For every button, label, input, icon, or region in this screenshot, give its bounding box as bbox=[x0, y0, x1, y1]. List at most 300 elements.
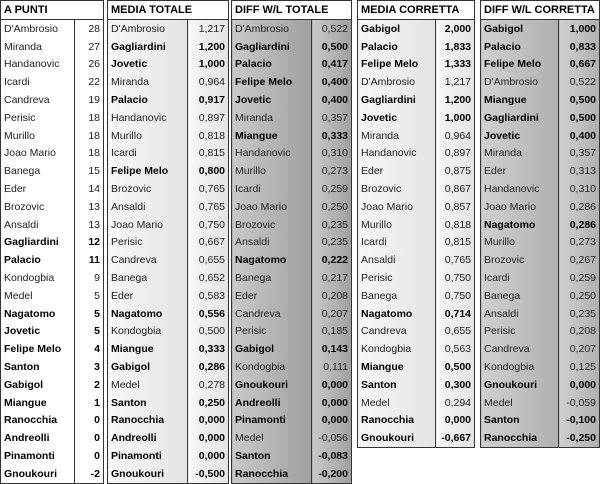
player-name: Gabigol bbox=[481, 20, 559, 38]
table-row bbox=[1, 323, 104, 341]
player-value: 1,333 bbox=[436, 56, 475, 74]
player-name: D'Ambrosio bbox=[232, 20, 312, 38]
player-name: Jovetic bbox=[358, 109, 436, 127]
player-value: -2 bbox=[75, 465, 104, 483]
player-name: Gnoukouri bbox=[108, 465, 188, 483]
table-row bbox=[232, 376, 352, 394]
player-name: Ranocchia bbox=[232, 465, 312, 483]
player-value: 1,200 bbox=[436, 91, 475, 109]
player-name: Pinamonti bbox=[1, 447, 75, 465]
player-name: Gnoukouri bbox=[481, 376, 559, 394]
player-name: Icardi bbox=[358, 234, 436, 252]
table-row bbox=[1, 73, 104, 91]
player-name: Handanovic bbox=[108, 109, 188, 127]
table-row bbox=[108, 394, 229, 412]
player-name: Miangue bbox=[232, 127, 312, 145]
player-name: Ansaldi bbox=[108, 198, 188, 216]
player-name: Joao Mario bbox=[358, 198, 436, 216]
player-value: 0,765 bbox=[188, 198, 229, 216]
player-name: Handanovic bbox=[1, 56, 75, 74]
player-name: Felipe Melo bbox=[1, 340, 75, 358]
player-name: Nagatomo bbox=[1, 305, 75, 323]
player-name: Handanovic bbox=[358, 145, 436, 163]
player-name: Andreolli bbox=[1, 429, 75, 447]
player-name: Andreolli bbox=[108, 429, 188, 447]
player-value: 19 bbox=[75, 91, 104, 109]
player-value: 0,273 bbox=[312, 162, 352, 180]
player-value: 0,310 bbox=[312, 145, 352, 163]
player-value: 0,875 bbox=[436, 162, 475, 180]
player-value: 0,833 bbox=[559, 38, 600, 56]
player-name: Handanovic bbox=[232, 145, 312, 163]
player-value: 0,765 bbox=[188, 180, 229, 198]
table-row bbox=[1, 287, 104, 305]
table-row bbox=[108, 109, 229, 127]
table-row bbox=[481, 234, 600, 252]
player-name: Gagliardini bbox=[1, 234, 75, 252]
player-name: Icardi bbox=[108, 145, 188, 163]
table-row bbox=[358, 180, 475, 198]
table-row bbox=[358, 376, 475, 394]
player-value: 0,765 bbox=[436, 251, 475, 269]
player-value: 0,313 bbox=[559, 162, 600, 180]
table-row bbox=[358, 56, 475, 74]
player-value: 0,222 bbox=[312, 251, 352, 269]
player-name: Banega bbox=[358, 287, 436, 305]
player-value: 0,417 bbox=[312, 56, 352, 74]
table-row bbox=[1, 127, 104, 145]
player-value: -0,083 bbox=[312, 447, 352, 465]
player-name: Icardi bbox=[481, 269, 559, 287]
table-row bbox=[358, 269, 475, 287]
player-value: 2,000 bbox=[436, 20, 475, 38]
player-name: Ranocchia bbox=[358, 412, 436, 430]
player-name: Candreva bbox=[232, 305, 312, 323]
table-row bbox=[1, 91, 104, 109]
player-value: 11 bbox=[75, 251, 104, 269]
player-value: 0,500 bbox=[559, 91, 600, 109]
table-row bbox=[232, 127, 352, 145]
player-name: Gabigol bbox=[358, 20, 436, 38]
player-name: Nagatomo bbox=[481, 216, 559, 234]
table-row bbox=[232, 38, 352, 56]
player-value: 0,333 bbox=[312, 127, 352, 145]
table-row bbox=[481, 323, 600, 341]
player-value: 0,897 bbox=[188, 109, 229, 127]
player-value: 0,333 bbox=[188, 340, 229, 358]
player-name: Medel bbox=[481, 394, 559, 412]
player-name: Handanovic bbox=[481, 180, 559, 198]
player-value: 1,217 bbox=[188, 20, 229, 38]
player-value: 0,000 bbox=[312, 376, 352, 394]
player-name: Miranda bbox=[358, 127, 436, 145]
table-row bbox=[232, 234, 352, 252]
player-name: Felipe Melo bbox=[358, 56, 436, 74]
player-value: 0,310 bbox=[559, 180, 600, 198]
table-row bbox=[481, 180, 600, 198]
table-row bbox=[358, 358, 475, 376]
table-row bbox=[481, 91, 600, 109]
player-name: Gagliardini bbox=[232, 38, 312, 56]
player-name: Murillo bbox=[358, 216, 436, 234]
table-row bbox=[108, 251, 229, 269]
player-name: Brozovic bbox=[358, 180, 436, 198]
player-name: Banega bbox=[1, 162, 75, 180]
table-row bbox=[358, 38, 475, 56]
table-row bbox=[481, 127, 600, 145]
player-name: Jovetic bbox=[108, 56, 188, 74]
table-row bbox=[358, 287, 475, 305]
player-name: Miangue bbox=[1, 394, 75, 412]
player-value: 0,259 bbox=[312, 180, 352, 198]
player-name: Ansaldi bbox=[232, 234, 312, 252]
player-name: Felipe Melo bbox=[232, 73, 312, 91]
player-value: 0,278 bbox=[188, 376, 229, 394]
player-value: 0,800 bbox=[188, 162, 229, 180]
player-value: 0,207 bbox=[312, 305, 352, 323]
player-name: Nagatomo bbox=[358, 305, 436, 323]
table-row bbox=[481, 287, 600, 305]
table-row bbox=[481, 162, 600, 180]
table-row bbox=[1, 56, 104, 74]
player-name: Candreva bbox=[108, 251, 188, 269]
table-media-totale bbox=[107, 0, 229, 484]
player-value: 0,964 bbox=[436, 127, 475, 145]
player-name: Santon bbox=[1, 358, 75, 376]
player-name: Miangue bbox=[108, 340, 188, 358]
player-name: Joao Mario bbox=[108, 216, 188, 234]
player-value: 0,259 bbox=[559, 269, 600, 287]
player-name: Perisic bbox=[1, 109, 75, 127]
table-row bbox=[108, 20, 229, 38]
table-row bbox=[108, 447, 229, 465]
player-value: 0,815 bbox=[436, 234, 475, 252]
table-row bbox=[1, 269, 104, 287]
player-name: Kondogbia bbox=[232, 358, 312, 376]
player-name: Miranda bbox=[481, 145, 559, 163]
player-name: Gnoukouri bbox=[232, 376, 312, 394]
player-name: Santon bbox=[358, 376, 436, 394]
column-header: MEDIA TOTALE bbox=[108, 1, 229, 20]
player-value: 0,294 bbox=[436, 394, 475, 412]
player-value: 0,522 bbox=[312, 20, 352, 38]
table-row bbox=[358, 234, 475, 252]
table-row bbox=[358, 251, 475, 269]
table-row bbox=[232, 251, 352, 269]
player-value: 0 bbox=[75, 447, 104, 465]
player-value: 13 bbox=[75, 198, 104, 216]
table-row bbox=[232, 198, 352, 216]
player-name: Ansaldi bbox=[1, 216, 75, 234]
player-name: Felipe Melo bbox=[481, 56, 559, 74]
table-row bbox=[108, 376, 229, 394]
table-row bbox=[108, 38, 229, 56]
player-value: 5 bbox=[75, 305, 104, 323]
player-name: Ansaldi bbox=[358, 251, 436, 269]
table-row bbox=[108, 91, 229, 109]
table-row bbox=[1, 38, 104, 56]
table-diff-wl-corretta bbox=[480, 0, 600, 448]
player-name: Candreva bbox=[481, 340, 559, 358]
player-name: Eder bbox=[232, 287, 312, 305]
table-row bbox=[232, 305, 352, 323]
player-name: Perisic bbox=[481, 323, 559, 341]
player-value: 0,000 bbox=[436, 412, 475, 430]
table-row bbox=[481, 412, 600, 430]
player-value: 0,185 bbox=[312, 323, 352, 341]
player-value: 18 bbox=[75, 127, 104, 145]
table-row bbox=[232, 465, 352, 483]
table-diff-wl-totale bbox=[231, 0, 352, 484]
table-row bbox=[232, 394, 352, 412]
table-row bbox=[1, 109, 104, 127]
player-name: Gagliardini bbox=[481, 109, 559, 127]
table-row bbox=[481, 145, 600, 163]
player-value: 0,750 bbox=[188, 216, 229, 234]
player-name: Ansaldi bbox=[481, 305, 559, 323]
table-row bbox=[232, 91, 352, 109]
table-row bbox=[108, 287, 229, 305]
player-value: 0,286 bbox=[559, 198, 600, 216]
player-value: 0,000 bbox=[188, 429, 229, 447]
table-row bbox=[481, 73, 600, 91]
player-value: 0,217 bbox=[312, 269, 352, 287]
table-row bbox=[232, 447, 352, 465]
player-value: 0,235 bbox=[312, 234, 352, 252]
player-value: 1,000 bbox=[436, 109, 475, 127]
player-name: Santon bbox=[232, 447, 312, 465]
table-row bbox=[232, 216, 352, 234]
player-value: 0,818 bbox=[188, 127, 229, 145]
player-value: 0,000 bbox=[188, 412, 229, 430]
table-row bbox=[481, 340, 600, 358]
player-value: 0,556 bbox=[188, 305, 229, 323]
player-value: 0,563 bbox=[436, 340, 475, 358]
player-value: 0,500 bbox=[188, 323, 229, 341]
player-value: 0,286 bbox=[188, 358, 229, 376]
table-row bbox=[1, 20, 104, 38]
table-row bbox=[232, 358, 352, 376]
table-row bbox=[1, 394, 104, 412]
player-value: 0,897 bbox=[436, 145, 475, 163]
player-value: 0,300 bbox=[436, 376, 475, 394]
player-name: Murillo bbox=[108, 127, 188, 145]
player-value: 27 bbox=[75, 38, 104, 56]
player-name: Miranda bbox=[232, 109, 312, 127]
player-name: Jovetic bbox=[481, 127, 559, 145]
player-name: Gagliardini bbox=[358, 91, 436, 109]
table-row bbox=[358, 198, 475, 216]
column-header: A PUNTI bbox=[1, 1, 104, 20]
player-name: Palacio bbox=[1, 251, 75, 269]
player-name: Medel bbox=[1, 287, 75, 305]
table-row bbox=[481, 269, 600, 287]
player-value: 0,208 bbox=[312, 287, 352, 305]
player-name: Murillo bbox=[232, 162, 312, 180]
player-name: Ranocchia bbox=[1, 412, 75, 430]
table-row bbox=[1, 429, 104, 447]
player-value: 0,250 bbox=[188, 394, 229, 412]
player-name: Felipe Melo bbox=[108, 162, 188, 180]
player-value: 0,400 bbox=[312, 91, 352, 109]
player-name: Perisic bbox=[108, 234, 188, 252]
table-a-punti bbox=[0, 0, 104, 484]
player-value: 13 bbox=[75, 216, 104, 234]
player-name: Palacio bbox=[232, 56, 312, 74]
player-name: Perisic bbox=[232, 323, 312, 341]
player-value: 0,357 bbox=[312, 109, 352, 127]
table-row bbox=[1, 198, 104, 216]
player-value: 0,000 bbox=[312, 394, 352, 412]
player-value: 0,857 bbox=[436, 198, 475, 216]
player-name: Ranocchia bbox=[108, 412, 188, 430]
player-value: 0,667 bbox=[559, 56, 600, 74]
player-name: Ranocchia bbox=[481, 429, 559, 447]
player-value: 0,250 bbox=[559, 287, 600, 305]
player-value: 0,750 bbox=[436, 269, 475, 287]
player-name: Nagatomo bbox=[108, 305, 188, 323]
player-name: Nagatomo bbox=[232, 251, 312, 269]
player-name: Jovetic bbox=[1, 323, 75, 341]
table-row bbox=[358, 73, 475, 91]
player-value: 0,500 bbox=[436, 358, 475, 376]
player-name: Miranda bbox=[1, 38, 75, 56]
table-row bbox=[232, 287, 352, 305]
player-value: 0,818 bbox=[436, 216, 475, 234]
table-row bbox=[358, 394, 475, 412]
player-name: Santon bbox=[108, 394, 188, 412]
column-header: DIFF W/L TOTALE bbox=[232, 1, 352, 20]
player-value: 0,867 bbox=[436, 180, 475, 198]
player-value: 1,200 bbox=[188, 38, 229, 56]
player-value: 0,207 bbox=[559, 340, 600, 358]
player-name: Candreva bbox=[1, 91, 75, 109]
player-name: Eder bbox=[481, 162, 559, 180]
table-row bbox=[108, 358, 229, 376]
player-value: 0 bbox=[75, 429, 104, 447]
player-name: Miangue bbox=[358, 358, 436, 376]
player-name: Eder bbox=[108, 287, 188, 305]
player-value: 3 bbox=[75, 358, 104, 376]
table-row bbox=[108, 465, 229, 483]
table-row bbox=[1, 465, 104, 483]
player-value: 1 bbox=[75, 394, 104, 412]
player-name: Brozovic bbox=[232, 216, 312, 234]
player-value: 1,217 bbox=[436, 73, 475, 91]
player-value: 28 bbox=[75, 20, 104, 38]
table-row bbox=[1, 216, 104, 234]
player-value: 0,652 bbox=[188, 269, 229, 287]
player-value: 0,111 bbox=[312, 358, 352, 376]
table-row bbox=[232, 429, 352, 447]
player-value: 18 bbox=[75, 145, 104, 163]
table-row bbox=[358, 162, 475, 180]
player-name: Gnoukouri bbox=[358, 429, 436, 447]
player-value: 1,833 bbox=[436, 38, 475, 56]
table-row bbox=[108, 269, 229, 287]
table-row bbox=[108, 305, 229, 323]
table-row bbox=[1, 180, 104, 198]
player-name: Miranda bbox=[108, 73, 188, 91]
table-row bbox=[481, 38, 600, 56]
table-row bbox=[1, 412, 104, 430]
player-name: Pinamonti bbox=[232, 412, 312, 430]
table-row bbox=[358, 429, 475, 447]
player-name: Joao Mario bbox=[481, 198, 559, 216]
player-name: Murillo bbox=[1, 127, 75, 145]
table-row bbox=[232, 340, 352, 358]
table-row bbox=[358, 340, 475, 358]
table-row bbox=[481, 358, 600, 376]
player-value: 0,522 bbox=[559, 73, 600, 91]
table-row bbox=[481, 305, 600, 323]
player-name: Icardi bbox=[232, 180, 312, 198]
player-value: 0,750 bbox=[436, 287, 475, 305]
player-value: 0,000 bbox=[188, 447, 229, 465]
player-value: 0,357 bbox=[559, 145, 600, 163]
table-row bbox=[481, 251, 600, 269]
table-row bbox=[1, 358, 104, 376]
table-row bbox=[108, 56, 229, 74]
player-value: 0,208 bbox=[559, 323, 600, 341]
player-name: D'Ambrosio bbox=[481, 73, 559, 91]
player-name: Banega bbox=[108, 269, 188, 287]
player-value: 0,655 bbox=[436, 323, 475, 341]
player-name: Gnoukouri bbox=[1, 465, 75, 483]
player-value: -0,200 bbox=[312, 465, 352, 483]
table-row bbox=[108, 145, 229, 163]
player-name: Palacio bbox=[481, 38, 559, 56]
player-value: 0,500 bbox=[559, 109, 600, 127]
table-row bbox=[481, 376, 600, 394]
player-name: Brozovic bbox=[108, 180, 188, 198]
table-row bbox=[232, 20, 352, 38]
player-name: Medel bbox=[108, 376, 188, 394]
player-name: Medel bbox=[232, 429, 312, 447]
player-value: 0,143 bbox=[312, 340, 352, 358]
table-row bbox=[232, 145, 352, 163]
column-header: DIFF W/L CORRETTA bbox=[481, 1, 600, 20]
player-name: Eder bbox=[358, 162, 436, 180]
table-row bbox=[358, 305, 475, 323]
player-value: 0,655 bbox=[188, 251, 229, 269]
table-row bbox=[1, 251, 104, 269]
player-name: Miangue bbox=[481, 91, 559, 109]
player-value: 0,714 bbox=[436, 305, 475, 323]
table-row bbox=[232, 56, 352, 74]
table-row bbox=[232, 180, 352, 198]
table-row bbox=[358, 127, 475, 145]
player-name: Kondogbia bbox=[1, 269, 75, 287]
player-value: 15 bbox=[75, 162, 104, 180]
table-row bbox=[108, 198, 229, 216]
player-name: Banega bbox=[232, 269, 312, 287]
table-row bbox=[108, 216, 229, 234]
table-row bbox=[358, 216, 475, 234]
table-row bbox=[1, 145, 104, 163]
player-name: Kondogbia bbox=[481, 358, 559, 376]
player-value: 12 bbox=[75, 234, 104, 252]
table-row bbox=[232, 269, 352, 287]
table-row bbox=[358, 323, 475, 341]
table-row bbox=[1, 340, 104, 358]
table-row bbox=[108, 234, 229, 252]
player-value: -0,059 bbox=[559, 394, 600, 412]
player-name: Kondogbia bbox=[358, 340, 436, 358]
player-value: 0,583 bbox=[188, 287, 229, 305]
player-name: Brozovic bbox=[1, 198, 75, 216]
player-value: -0,250 bbox=[559, 429, 600, 447]
